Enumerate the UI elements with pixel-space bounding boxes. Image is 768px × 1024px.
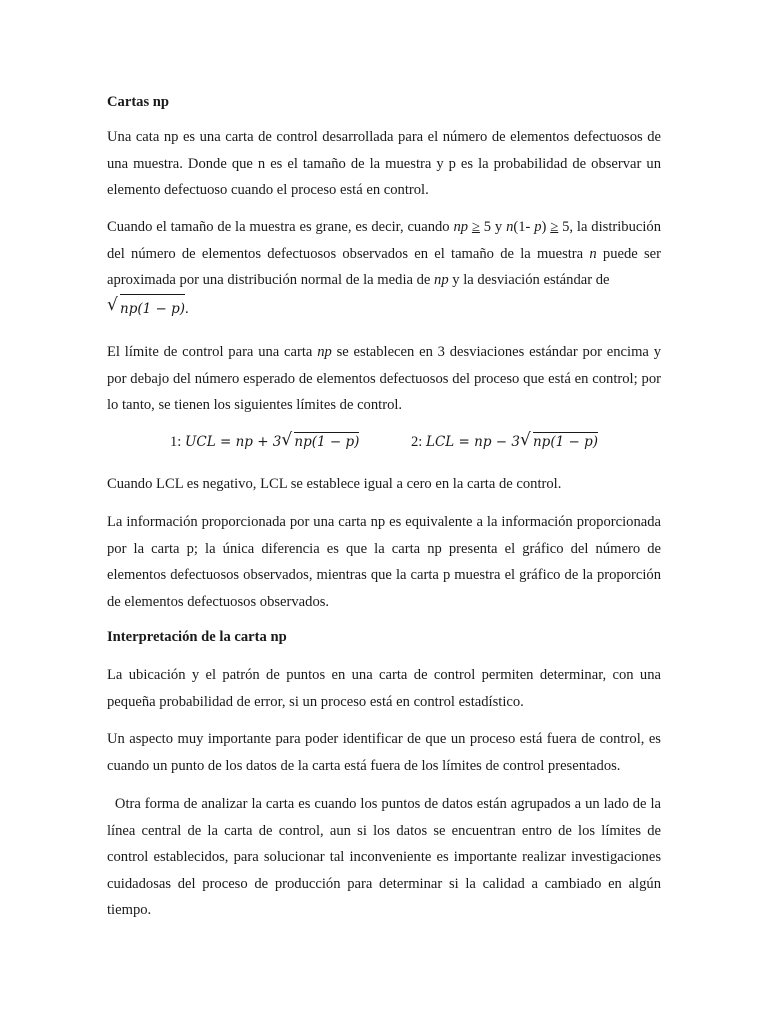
formula-number: 1: — [170, 434, 185, 450]
para2-text: (1- — [513, 219, 535, 235]
paragraph-lcl-negative: Cuando LCL es negativo, LCL se establece igual a cero en la carta de control. — [107, 476, 562, 492]
paragraph-definition — [107, 124, 661, 204]
para8-line: cuidadosas del proceso de producción para determinar si la calidad a cambiado en algún — [107, 875, 661, 892]
sqrt-symbol: √ — [107, 294, 118, 315]
para2-text: del número de elementos defectuosos observados en el tamaño de la muestra — [107, 245, 590, 262]
heading-cartas-np: Cartas np — [107, 94, 170, 110]
paragraph-out-of-control — [107, 726, 661, 779]
para2-text: Cuando el tamaño de la muestra es grane, es decir, cuando — [107, 219, 454, 235]
sqrt-expression: np(1 − p) — [294, 434, 360, 450]
para6-line: La ubicación y el patrón de puntos en una carta de control permiten determinar, con una — [107, 667, 661, 683]
para2-text: puede ser — [596, 245, 661, 262]
para2-n: n — [506, 219, 514, 235]
ge-symbol: ≥ — [550, 219, 559, 235]
paragraph-normal-approximation — [107, 214, 661, 322]
para3-text: por debajo del número esperado de elementos defectuosos del proceso que está en control; — [107, 370, 638, 387]
para2-n: n — [589, 245, 597, 262]
ucl-expression: UCL = np + 3 — [185, 434, 282, 450]
para8-line: Otra forma de analizar la carta es cuando los puntos de datos están agrupados a un lado de — [107, 796, 647, 812]
sqrt-np-1-p — [107, 294, 185, 323]
paragraph-control-limits — [107, 339, 661, 419]
para3-text: se establecen en 3 desviaciones estándar por encima y — [331, 344, 661, 360]
para1-line2: una muestra. Donde que n es el tamaño de la muestra y p es la probabilidad de observar un — [107, 155, 661, 172]
heading-interpretacion: Interpretación de la carta np — [107, 629, 287, 645]
paragraph-comparison — [107, 509, 661, 615]
para2-text: . — [185, 300, 189, 317]
para5-line: proporcionada por la carta p; la única diferencia es que la carta np presenta el gráfico del — [107, 514, 661, 557]
para8-line: tiempo. — [107, 902, 152, 918]
lcl-formula — [411, 432, 598, 451]
para1-line3: elemento defectuoso cuando el proceso está en control. — [107, 182, 429, 198]
para3-text: El límite de control para una carta — [107, 344, 318, 360]
sqrt-np-1-p — [281, 432, 359, 450]
para2-text: y la desviación estándar de — [448, 272, 610, 288]
para2-np: np — [434, 272, 449, 288]
para5-line: la proporción de elementos defectuosos observados. — [107, 567, 661, 610]
ge-symbol: ≥ — [471, 219, 480, 235]
formula-row — [0, 432, 768, 458]
para8-line: control establecidos, para solucionar tal inconveniente es importante realizar investigaciones — [107, 849, 661, 865]
para3-np: np — [317, 344, 332, 360]
para7-line: Un aspecto muy importante para poder identificar de que un proceso está fuera de control, es — [107, 731, 661, 747]
para3-text: por lo tanto, se tienen los siguientes límites de control. — [107, 370, 661, 413]
para7-line: cuando un punto de los datos de la carta está fuera de los límites de control presentados. — [107, 757, 621, 774]
paragraph-clustered-points — [107, 791, 661, 924]
sqrt-symbol: √ — [519, 430, 531, 450]
paragraph-location-pattern — [107, 662, 661, 715]
para1-line1: Una cata np es una carta de control desarrollada para el número de elementos defectuosos de — [107, 129, 661, 145]
para5-line: número de elementos defectuosos observados, mientras que la carta p muestra el gráfico de — [107, 540, 661, 583]
para2-text: ) — [541, 219, 551, 235]
lcl-expression: LCL = np − 3 — [426, 434, 520, 450]
para2-text: 5 y — [479, 219, 507, 235]
sqrt-np-1-p — [520, 432, 598, 450]
para5-line: La información proporcionada por una carta np es equivalente a la información — [107, 514, 573, 530]
para2-text: aproximada por una distribución normal de la media de — [107, 272, 435, 288]
sqrt-expression: np(1 − p) — [532, 434, 598, 450]
para8-line: la línea central de la carta de control, aun si los datos se encuentran entro de los límites de — [107, 796, 661, 839]
para2-text: 5, la distribución — [558, 219, 662, 235]
ucl-formula — [170, 432, 359, 451]
para6-line: pequeña probabilidad de error, si un proceso está en control estadístico. — [107, 693, 524, 710]
para2-p: p — [534, 219, 542, 235]
sqrt-expression: np(1 − p) — [120, 294, 185, 323]
sqrt-symbol: √ — [281, 430, 293, 450]
formula-number: 2: — [411, 434, 426, 450]
para2-np: np — [453, 219, 469, 235]
